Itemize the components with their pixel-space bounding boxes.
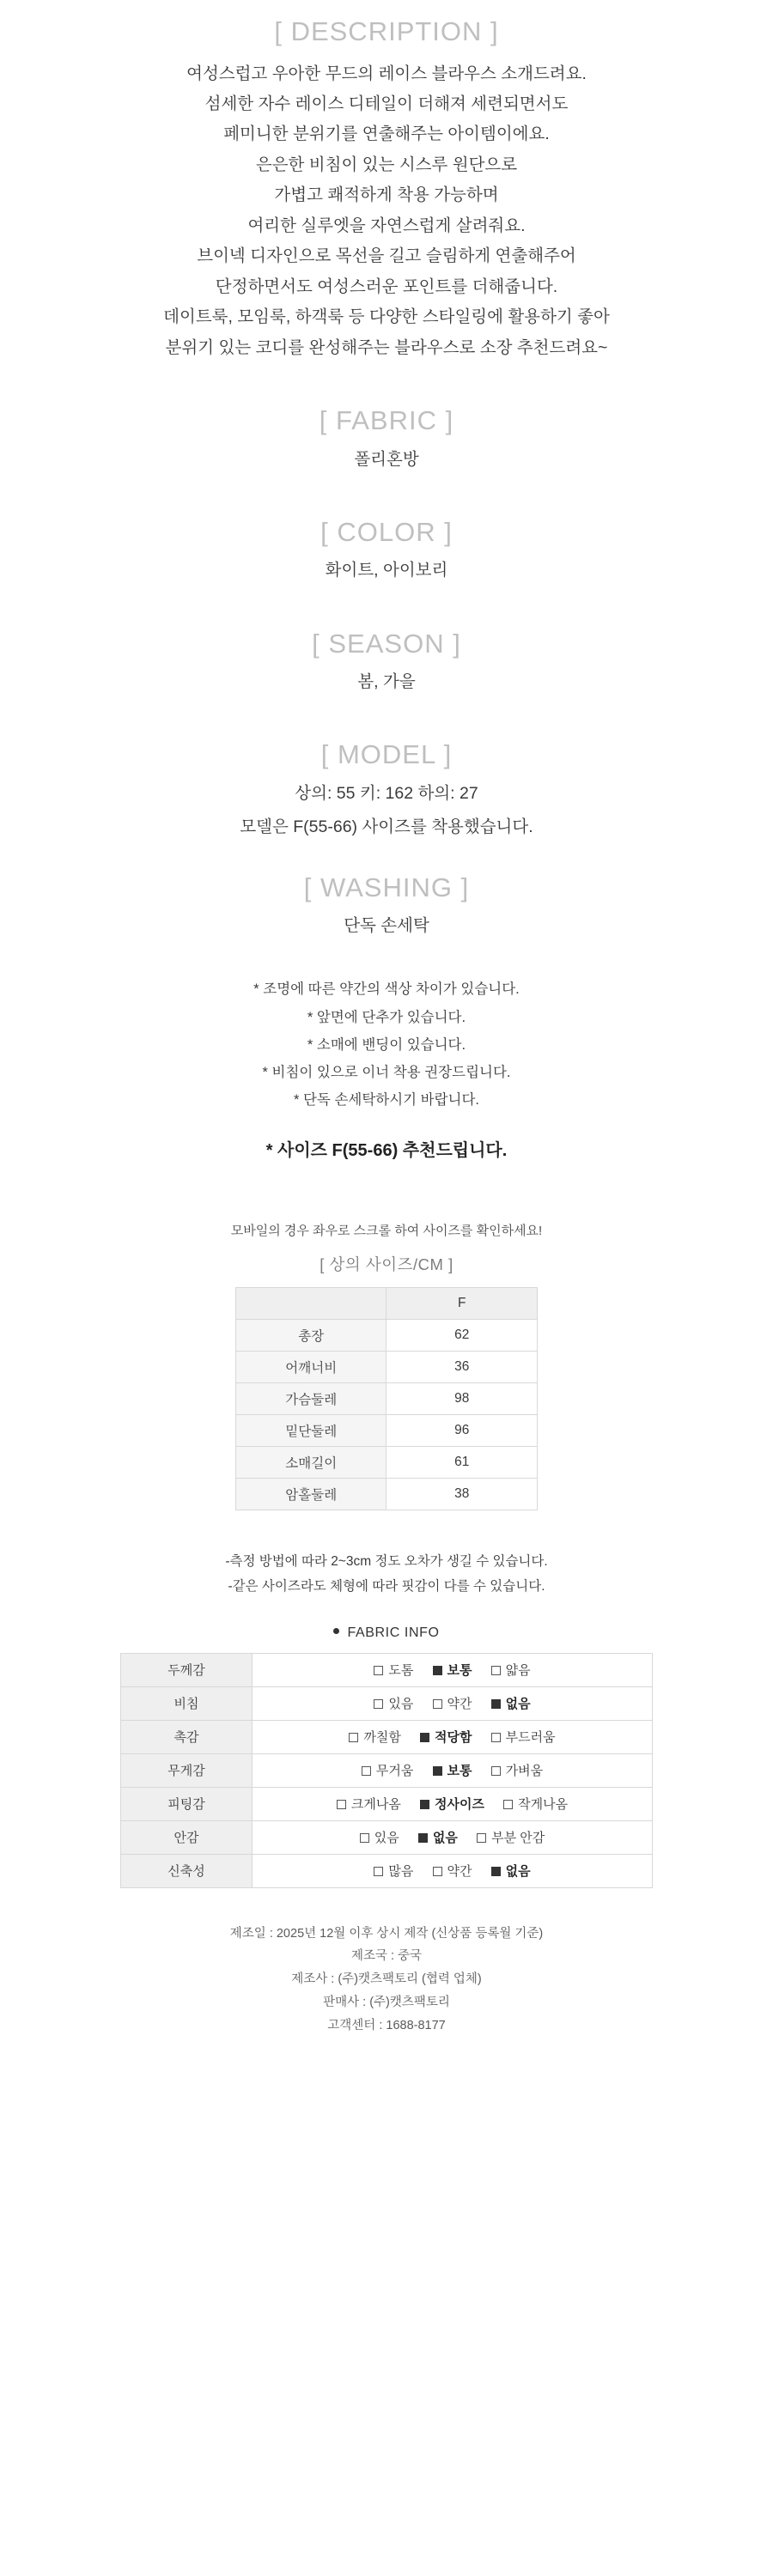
fabric-info-title-text: FABRIC INFO <box>347 1625 440 1640</box>
checkbox-icon <box>433 1867 442 1876</box>
fabric-section <box>0 401 773 475</box>
checkbox-icon <box>503 1800 513 1809</box>
fabric-row-options <box>253 1686 653 1720</box>
size-row-label: 소매길이 <box>236 1447 386 1479</box>
fabric-option <box>374 1661 413 1679</box>
checkbox-icon <box>491 1699 501 1709</box>
fabric-option-label: 무거움 <box>375 1764 414 1779</box>
fabric-value: 폴리혼방 <box>354 449 419 469</box>
size-row-label: 어깨너비 <box>236 1352 386 1383</box>
table-row <box>236 1383 538 1415</box>
fabric-option-label: 많음 <box>388 1864 414 1880</box>
checkbox-icon <box>420 1800 429 1809</box>
notes-list <box>0 975 773 1114</box>
fabric-option <box>503 1795 568 1813</box>
fabric-option <box>433 1761 472 1779</box>
description-line: 단정하면서도 여성스러운 포인트를 더해줍니다. <box>215 276 558 296</box>
note-item: * 단독 손세탁하시기 바랍니다. <box>293 1092 480 1109</box>
fabric-option-label: 크게나옴 <box>350 1797 401 1813</box>
fabric-option-label: 적당함 <box>435 1730 472 1746</box>
size-table <box>235 1287 538 1510</box>
checkbox-icon <box>491 1733 501 1742</box>
note-item: * 앞면에 단추가 있습니다. <box>307 1009 466 1025</box>
size-row-value: 61 <box>386 1447 538 1479</box>
fabric-option-label: 있음 <box>388 1697 414 1712</box>
checkbox-icon <box>418 1833 428 1843</box>
footer-line: 제조사 : (주)캣츠팩토리 (협력 업체) <box>291 1972 482 1987</box>
table-row <box>236 1415 538 1447</box>
description-line: 은은한 비침이 있는 시스루 원단으로 <box>255 155 518 174</box>
fabric-info-title <box>0 1625 773 1641</box>
fabric-option-label: 가벼움 <box>505 1764 544 1779</box>
footer-line: 고객센터 : 1688-8177 <box>327 2018 446 2032</box>
size-recommendation: * 사이즈 F(55-66) 추천드립니다. <box>265 1141 508 1161</box>
fabric-row-label: 안감 <box>121 1820 253 1854</box>
size-row-label: 가슴둘레 <box>236 1383 386 1415</box>
fabric-row-label: 두께감 <box>121 1653 253 1686</box>
fabric-option-label: 약간 <box>447 1864 472 1880</box>
fabric-option-label: 약간 <box>447 1697 472 1712</box>
checkbox-icon <box>491 1867 501 1876</box>
season-value: 봄, 가을 <box>357 672 416 692</box>
size-row-label: 밑단둘레 <box>236 1415 386 1447</box>
fabric-option <box>491 1661 531 1679</box>
table-row <box>121 1653 653 1686</box>
description-section <box>0 12 773 363</box>
washing-value: 단독 손세탁 <box>344 916 429 936</box>
fabric-option <box>433 1862 472 1880</box>
size-table-corner <box>236 1288 386 1320</box>
color-value: 화이트, 아이보리 <box>325 561 448 580</box>
footer-line: 판매사 : (주)캣츠팩토리 <box>323 1996 450 2010</box>
size-row-value: 98 <box>386 1383 538 1415</box>
size-row-value: 36 <box>386 1352 538 1383</box>
note-item: * 비침이 있으로 이너 착용 권장드립니다. <box>262 1064 511 1080</box>
note-item: * 소매에 밴딩이 있습니다. <box>307 1036 466 1053</box>
checkbox-icon <box>420 1733 429 1742</box>
table-row <box>236 1447 538 1479</box>
fabric-row-label: 피팅감 <box>121 1787 253 1820</box>
fabric-row-options <box>253 1854 653 1887</box>
color-heading: [ COLOR ] <box>320 516 453 547</box>
fabric-row-label: 신축성 <box>121 1854 253 1887</box>
model-section <box>0 735 773 842</box>
checkbox-icon <box>433 1766 442 1776</box>
fabric-row-options <box>253 1787 653 1820</box>
checkbox-icon <box>349 1733 358 1742</box>
season-heading: [ SEASON ] <box>312 628 461 659</box>
model-worn-size: 모델은 F(55-66) 사이즈를 착용했습니다. <box>240 817 533 836</box>
fabric-option <box>477 1828 545 1846</box>
fabric-option <box>420 1728 472 1746</box>
washing-heading: [ WASHING ] <box>303 872 470 902</box>
size-table-header-row <box>236 1288 538 1320</box>
table-row <box>121 1720 653 1753</box>
description-line: 여리한 실루엣을 자연스럽게 살려줘요. <box>247 216 526 235</box>
fabric-option-label: 부드러움 <box>505 1730 556 1746</box>
fabric-option <box>360 1828 399 1846</box>
fabric-info-table <box>120 1653 653 1888</box>
description-line: 섬세한 자수 레이스 디테일이 더해져 세련되면서도 <box>204 94 569 113</box>
fabric-row-options <box>253 1653 653 1686</box>
fabric-option-label: 정사이즈 <box>435 1797 484 1813</box>
checkbox-icon <box>491 1666 501 1675</box>
description-line: 페미니한 분위기를 연출해주는 아이템이에요. <box>223 125 550 144</box>
fabric-option-label: 부분 안감 <box>491 1831 545 1846</box>
fabric-option-label: 보통 <box>447 1764 472 1779</box>
description-line: 여성스럽고 우아한 무드의 레이스 블라우스 소개드려요. <box>186 64 587 83</box>
footer-line: 제조일 : 2025년 12월 이후 상시 제작 (신상품 등록월 기준) <box>229 1926 544 1941</box>
fabric-option <box>349 1728 400 1746</box>
fabric-option <box>374 1862 413 1880</box>
fabric-row-label: 비침 <box>121 1686 253 1720</box>
fabric-option-label: 까칠함 <box>363 1730 401 1746</box>
note-item: * 조명에 따른 약간의 색상 차이가 있습니다. <box>253 981 520 998</box>
fabric-option-label: 없음 <box>432 1831 458 1846</box>
fabric-option-label: 얇음 <box>505 1663 531 1679</box>
fabric-option <box>491 1728 556 1746</box>
mobile-scroll-hint: 모바일의 경우 좌우로 스크롤 하여 사이즈를 확인하세요! <box>230 1224 543 1239</box>
model-measurements: 상의: 55 키: 162 하의: 27 <box>295 783 478 803</box>
size-row-label: 암홀둘레 <box>236 1479 386 1510</box>
checkbox-icon <box>362 1766 371 1776</box>
size-table-title: [ 상의 사이즈/CM ] <box>320 1255 453 1274</box>
fabric-option <box>491 1761 543 1779</box>
fabric-row-label: 촉감 <box>121 1720 253 1753</box>
description-line: 분위기 있는 코디를 완성해주는 블라우스로 소장 추천드려요~ <box>165 337 608 357</box>
table-row <box>121 1820 653 1854</box>
fabric-option <box>420 1795 484 1813</box>
washing-section <box>0 868 773 942</box>
checkbox-icon <box>360 1833 369 1843</box>
fabric-option <box>433 1661 472 1679</box>
fabric-option-label: 없음 <box>505 1864 531 1880</box>
checkbox-icon <box>337 1800 346 1809</box>
description-heading: [ DESCRIPTION ] <box>274 16 499 46</box>
description-line: 브이넥 디자인으로 목선을 길고 슬림하게 연출해주어 <box>197 246 576 266</box>
fabric-option <box>374 1694 413 1712</box>
size-table-col-f: F <box>386 1288 538 1320</box>
fabric-option <box>433 1694 472 1712</box>
fabric-row-options <box>253 1720 653 1753</box>
size-table-container <box>0 1287 773 1510</box>
model-heading: [ MODEL ] <box>320 739 453 770</box>
table-row <box>236 1479 538 1510</box>
description-body <box>0 59 773 364</box>
fabric-info-table-container <box>0 1653 773 1888</box>
fabric-option <box>337 1795 401 1813</box>
checkbox-icon <box>374 1699 383 1709</box>
fabric-row-options <box>253 1820 653 1854</box>
fabric-row-options <box>253 1753 653 1787</box>
fabric-option <box>491 1694 531 1712</box>
table-row <box>121 1787 653 1820</box>
size-row-label: 총장 <box>236 1320 386 1352</box>
fabric-option-label: 도톰 <box>388 1663 414 1679</box>
fabric-option-label: 작게나옴 <box>518 1797 569 1813</box>
size-row-value: 96 <box>386 1415 538 1447</box>
table-row <box>121 1854 653 1887</box>
checkbox-icon <box>491 1766 501 1776</box>
size-row-value: 38 <box>386 1479 538 1510</box>
description-line: 데이트룩, 모임룩, 하객룩 등 다양한 스타일링에 활용하기 좋아 <box>163 307 610 327</box>
fabric-option <box>418 1828 458 1846</box>
manufacturing-info <box>0 1923 773 2063</box>
fabric-option <box>362 1761 413 1779</box>
measure-note-item: -측정 방법에 따라 2~3cm 정도 오차가 생길 수 있습니다. <box>225 1554 548 1570</box>
table-row <box>121 1753 653 1787</box>
size-row-value: 62 <box>386 1320 538 1352</box>
table-row <box>236 1320 538 1352</box>
table-row <box>236 1352 538 1383</box>
checkbox-icon <box>433 1699 442 1709</box>
season-section <box>0 624 773 698</box>
table-row <box>121 1686 653 1720</box>
color-section <box>0 513 773 586</box>
fabric-option-label: 보통 <box>447 1663 472 1679</box>
fabric-row-label: 무게감 <box>121 1753 253 1787</box>
checkbox-icon <box>374 1666 383 1675</box>
fabric-heading: [ FABRIC ] <box>319 405 454 436</box>
fabric-option <box>491 1862 531 1880</box>
checkbox-icon <box>433 1666 442 1675</box>
description-line: 가볍고 쾌적하게 착용 가능하며 <box>274 185 499 205</box>
fabric-option-label: 없음 <box>505 1697 531 1712</box>
checkbox-icon <box>374 1867 383 1876</box>
checkbox-icon <box>477 1833 486 1843</box>
footer-line: 제조국 : 중국 <box>350 1949 423 1964</box>
measure-note-item: -같은 사이즈라도 체형에 따라 핏감이 다를 수 있습니다. <box>228 1578 545 1594</box>
bullet-icon <box>333 1628 339 1634</box>
measurement-notes <box>0 1550 773 1599</box>
fabric-option-label: 있음 <box>374 1831 399 1846</box>
